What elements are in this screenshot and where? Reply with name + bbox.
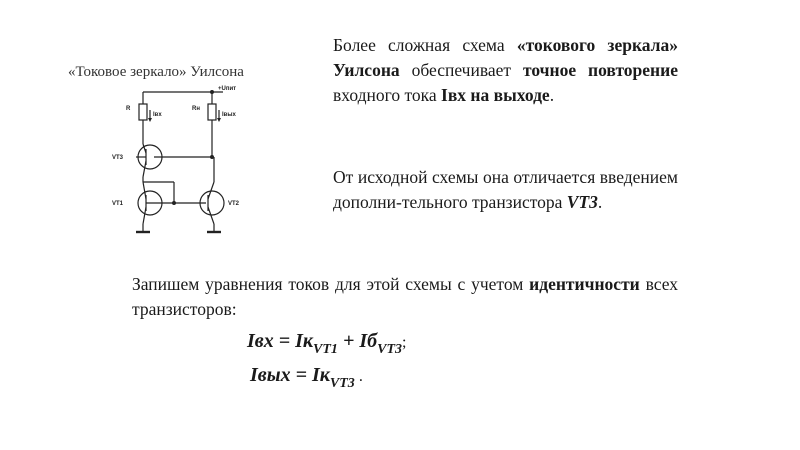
p1-bold-1: «токового зеркала» Уилсона	[333, 35, 679, 80]
p2-text-1: От исходной схемы она отличается введением дополни-тельного транзистора	[333, 167, 678, 212]
p3-bold-1: идентичности	[529, 274, 640, 294]
eq1-end: ;	[402, 334, 407, 351]
label-vt1: VT1	[112, 201, 124, 207]
eq2-part-a: Iвых = Iк	[250, 364, 330, 386]
label-iin: Iвх	[153, 112, 162, 118]
label-r: R	[126, 106, 131, 112]
label-supply: +Uпит	[218, 86, 237, 92]
eq2-sub-1: VT3	[329, 376, 355, 391]
p2-text-2: .	[597, 192, 603, 212]
p1-bold-2: точное повторение	[522, 60, 678, 80]
eq1-part-a: Iвх = Iк	[247, 330, 314, 352]
diagram-title: «Токовое зеркало» Уилсона	[68, 64, 244, 80]
p3-text-2: всех транзисторов:	[132, 274, 678, 319]
intro-paragraph	[333, 33, 678, 108]
equation-output-current	[250, 364, 363, 392]
p3-text-1: Запишем уравнения токов для этой схемы с учетом	[132, 274, 530, 294]
wilson-current-mirror-circuit	[108, 82, 258, 242]
eq1-sub-2: VT3	[377, 342, 402, 357]
p1-text-1: Более сложная схема	[333, 35, 517, 55]
p1-text-2: обеспечивает	[399, 60, 523, 80]
eq1-part-b: + Iб	[337, 330, 378, 352]
label-iout: Iвых	[222, 112, 236, 118]
eq2-end: .	[354, 368, 363, 385]
p2-bold-1: VT3	[566, 192, 598, 212]
p1-text-3: входного тока	[333, 85, 442, 105]
label-vt3: VT3	[112, 155, 124, 161]
p1-text-4: .	[549, 85, 555, 105]
equations-intro-paragraph	[132, 272, 678, 322]
p1-bold-3: Iвх на выходе	[441, 85, 550, 105]
difference-paragraph	[333, 165, 678, 215]
equation-input-current	[247, 330, 406, 358]
label-vt2: VT2	[228, 201, 240, 207]
eq1-sub-1: VT1	[313, 342, 338, 357]
label-rn: Rн	[192, 106, 200, 112]
